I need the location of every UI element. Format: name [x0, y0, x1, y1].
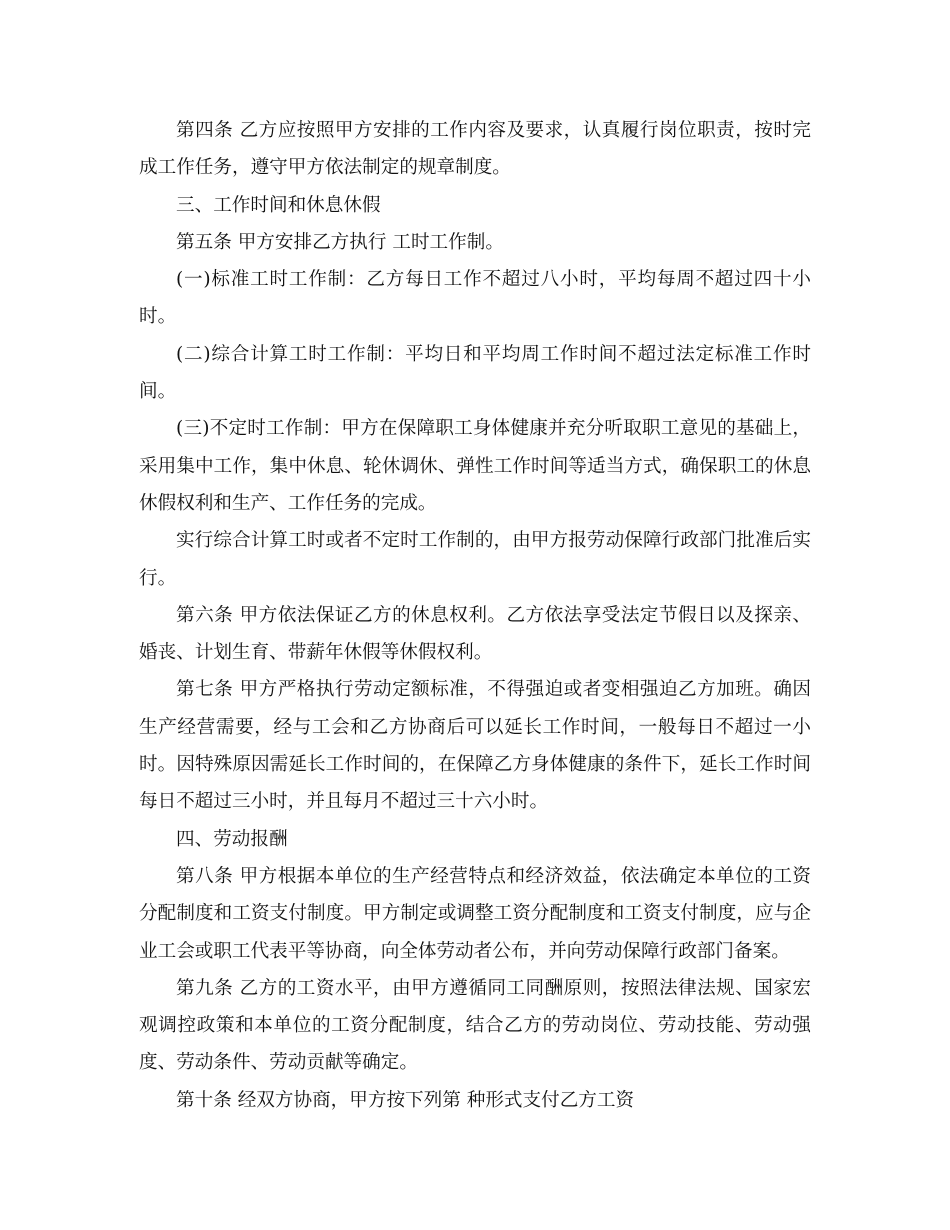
approval-paragraph: 实行综合计算工时或者不定时工作制的，由甲方报劳动保障行政部门批准后实行。	[139, 530, 811, 589]
article-5-paragraph: 第五条 甲方安排乙方执行 工时工作制。	[176, 231, 504, 253]
article-4-paragraph: 第四条 乙方应按照甲方安排的工作内容及要求，认真履行岗位职责，按时完成工作任务，遵守甲方依法制定的规章制度。	[139, 120, 811, 179]
article-9-paragraph: 第九条 乙方的工资水平，由甲方遵循同工同酬原则，按照法律法规、国家宏观调控政策和本单位的工资分配制度，结合乙方的劳动岗位、劳动技能、劳动强度、劳动条件、劳动贡献等确定。	[139, 977, 811, 1074]
section-4-heading: 四、劳动报酬	[176, 828, 288, 850]
standard-hours-item: (一)标准工时工作制：乙方每日工作不超过八小时，平均每周不超过四十小时。	[139, 269, 811, 328]
article-8-paragraph: 第八条 甲方根据本单位的生产经营特点和经济效益，依法确定本单位的工资分配制度和工资支付制度。甲方制定或调整工资分配制度和工资支付制度，应与企业工会或职工代表平等协商，向全体劳动者公布，并向劳动保障行政部门备案。	[139, 865, 811, 962]
article-6-paragraph: 第六条 甲方依法保证乙方的休息权利。乙方依法享受法定节假日以及探亲、婚丧、计划生育、带薪年休假等休假权利。	[139, 604, 811, 664]
document-body	[139, 112, 811, 1119]
article-7-paragraph: 第七条 甲方严格执行劳动定额标准，不得强迫或者变相强迫乙方加班。确因生产经营需要，经与工会和乙方协商后可以延长工作时间，一般每日不超过一小时。因特殊原因需延长工作时间的，在保障乙方身体健康的条件下，延长工作时间每日不超过三小时，并且每月不超过三十六小时。	[139, 679, 811, 813]
flexible-hours-item: (三)不定时工作制：甲方在保障职工身体健康并充分听取职工意见的基础上，采用集中工作，集中休息、轮休调休、弹性工作时间等适当方式，确保职工的休息休假权利和生产、工作任务的完成。	[139, 418, 811, 514]
article-10-paragraph: 第十条 经双方协商，甲方按下列第 种形式支付乙方工资	[176, 1089, 635, 1111]
section-3-heading: 三、工作时间和休息休假	[176, 194, 381, 216]
comprehensive-hours-item: (二)综合计算工时工作制：平均日和平均周工作时间不超过法定标准工作时间。	[139, 343, 811, 403]
